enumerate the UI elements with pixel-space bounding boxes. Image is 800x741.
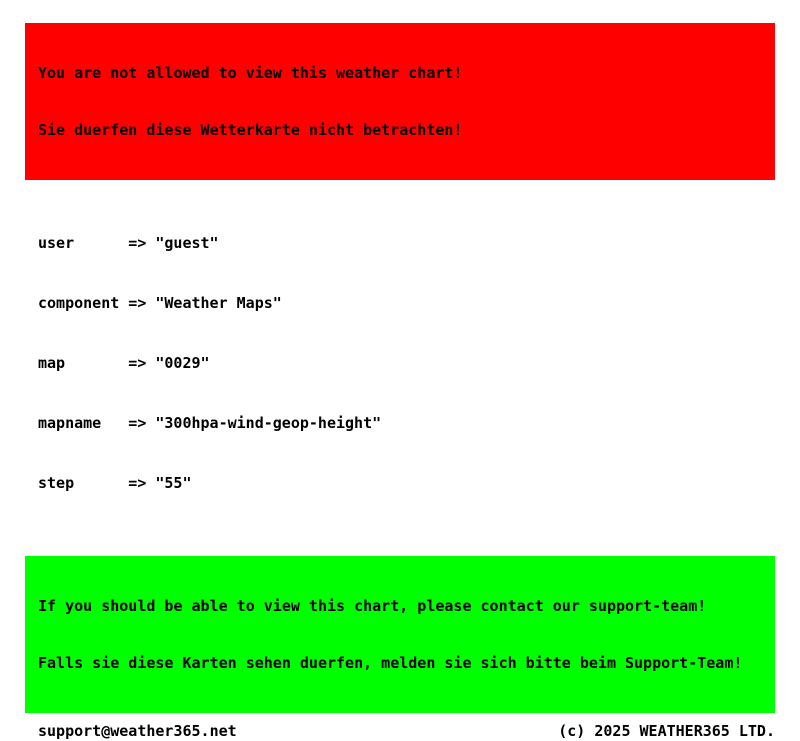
page-content	[25, 23, 775, 741]
detail-key: mapname	[38, 414, 102, 432]
detail-value: "Weather Maps"	[155, 294, 282, 312]
detail-key: step	[38, 474, 75, 492]
detail-value: "300hpa-wind-geop-height"	[155, 414, 382, 432]
request-details	[38, 193, 775, 533]
detail-row-mapname	[38, 413, 775, 433]
arrow-glyph: =>	[128, 414, 147, 432]
alert-line-german: Sie duerfen diese Wetterkarte nicht betrachten!	[38, 121, 463, 139]
detail-value: "guest"	[155, 234, 219, 252]
arrow-glyph: =>	[128, 234, 147, 252]
access-denied-page	[0, 23, 800, 740]
support-line-english: If you should be able to view this chart, please contact our support-team!	[38, 597, 707, 615]
detail-row-user	[38, 233, 775, 253]
detail-key: map	[38, 354, 66, 372]
support-email: support@weather365.net	[38, 722, 237, 740]
detail-key: component	[38, 294, 120, 312]
detail-row-component	[38, 293, 775, 313]
detail-row-map	[38, 353, 775, 373]
arrow-glyph: =>	[128, 354, 147, 372]
alert-banner	[25, 23, 775, 180]
support-notice-banner	[25, 556, 775, 713]
detail-row-step	[38, 473, 775, 493]
footer	[25, 722, 775, 741]
copyright-text: (c) 2025 WEATHER365 LTD.	[558, 722, 775, 740]
arrow-glyph: =>	[128, 294, 147, 312]
arrow-glyph: =>	[128, 474, 147, 492]
support-line-german: Falls sie diese Karten sehen duerfen, melden sie sich bitte beim Support-Team!	[38, 654, 743, 672]
detail-value: "55"	[155, 474, 192, 492]
detail-key: user	[38, 234, 75, 252]
alert-line-english: You are not allowed to view this weather chart!	[38, 64, 463, 82]
detail-value: "0029"	[155, 354, 210, 372]
